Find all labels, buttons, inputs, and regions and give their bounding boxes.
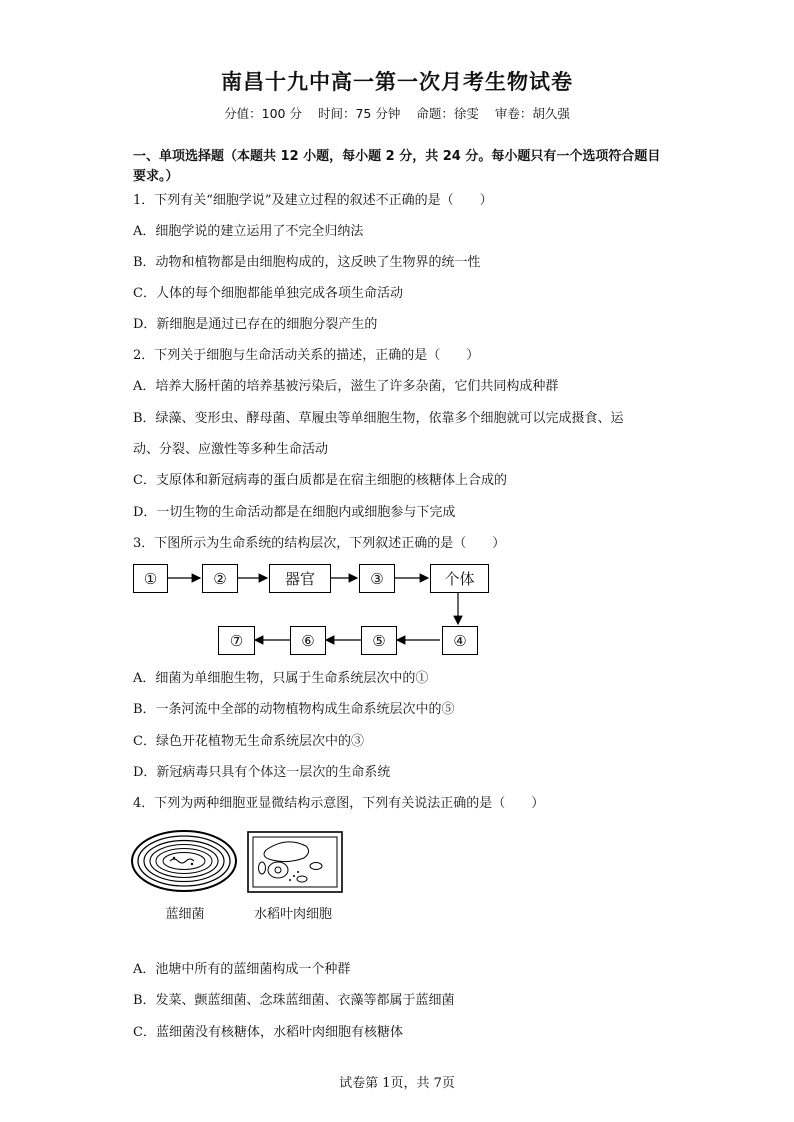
reviewer-info: 审卷：胡久强 [494,106,570,121]
question-3-stem: 3．下图所示为生命系统的结构层次，下列叙述正确的是（ ） [133,536,506,551]
question-3-option-d: D．新冠病毒只具有个体这一层次的生命系统 [133,765,391,780]
author-info: 命题：徐雯 [416,106,479,121]
question-2-option-b: B．绿藻、变形虫、酵母菌、草履虫等单细胞生物，依靠多个细胞就可以完成摄食、运 [133,411,624,426]
level-box-3: ③ [359,564,395,593]
page-title: 南昌十九中高一第一次月考生物试卷 [221,70,573,94]
score-info: 分值：100 分 [224,106,302,121]
level-box-5: ⑤ [361,626,397,655]
figure-label-cyanobacteria: 蓝细菌 [165,907,205,922]
question-4-option-b: B．发菜、颤蓝细菌、念珠蓝细菌、衣藻等都属于蓝细菌 [133,993,455,1008]
question-1-stem: 1．下列有关“细胞学说”及建立过程的叙述不正确的是（ ） [133,193,493,208]
cyanobacteria-drawing [132,831,236,891]
question-3-option-a: A．细菌为单细胞生物，只属于生命系统层次中的① [133,671,429,686]
question-1-option-b: B．动物和植物都是由细胞构成的，这反映了生物界的统一性 [133,255,481,270]
question-4-option-a: A．池塘中所有的蓝细菌构成一个种群 [133,962,351,977]
question-1-option-a: A．细胞学说的建立运用了不完全归纳法 [133,224,364,239]
section-heading: 一、单项选择题（本题共 12 小题，每小题 2 分，共 24 分。每小题只有一个选项符合题目要求。） [133,149,661,184]
question-1-option-c: C．人体的每个细胞都能单独完成各项生命活动 [133,286,403,301]
question-2-stem: 2．下列关于细胞与生命活动关系的描述，正确的是（ ） [133,348,480,363]
level-box-7: ⑦ [218,626,255,655]
level-box-individual: 个体 [430,564,489,593]
question-2-option-b-cont: 动、分裂、应激性等多种生命活动 [133,442,329,457]
question-4-option-c: C．蓝细菌没有核糖体，水稻叶肉细胞有核糖体 [133,1025,403,1040]
question-1-option-d: D．新细胞是通过已存在的细胞分裂产生的 [133,317,378,332]
question-2-option-d: D．一切生物的生命活动都是在细胞内或细胞参与下完成 [133,505,456,520]
question-3-option-c: C．绿色开花植物无生命系统层次中的③ [133,734,364,749]
question-2-option-a: A．培养大肠杆菌的培养基被污染后，滋生了许多杂菌，它们共同构成种群 [133,379,559,394]
level-box-organ: 器官 [269,564,331,593]
rice-mesophyll-cell-drawing [248,832,342,892]
page-footer: 试卷第 1页，共 7页 [339,1076,455,1091]
level-box-1: ① [133,564,168,593]
question-2-option-c: C．支原体和新冠病毒的蛋白质都是在宿主细胞的核糖体上合成的 [133,473,507,488]
question-4-stem: 4．下列为两种细胞亚显微结构示意图，下列有关说法正确的是（ ） [133,796,545,811]
level-box-4: ④ [442,626,478,655]
question-3-option-b: B．一条河流中全部的动物植物构成生命系统层次中的⑤ [133,702,455,717]
time-info: 时间：75 分钟 [317,106,401,121]
cell-structure-figure [130,828,350,896]
figure-label-rice-cell: 水稻叶肉细胞 [253,907,332,922]
level-box-2: ② [202,564,238,593]
level-box-6: ⑥ [290,626,326,655]
